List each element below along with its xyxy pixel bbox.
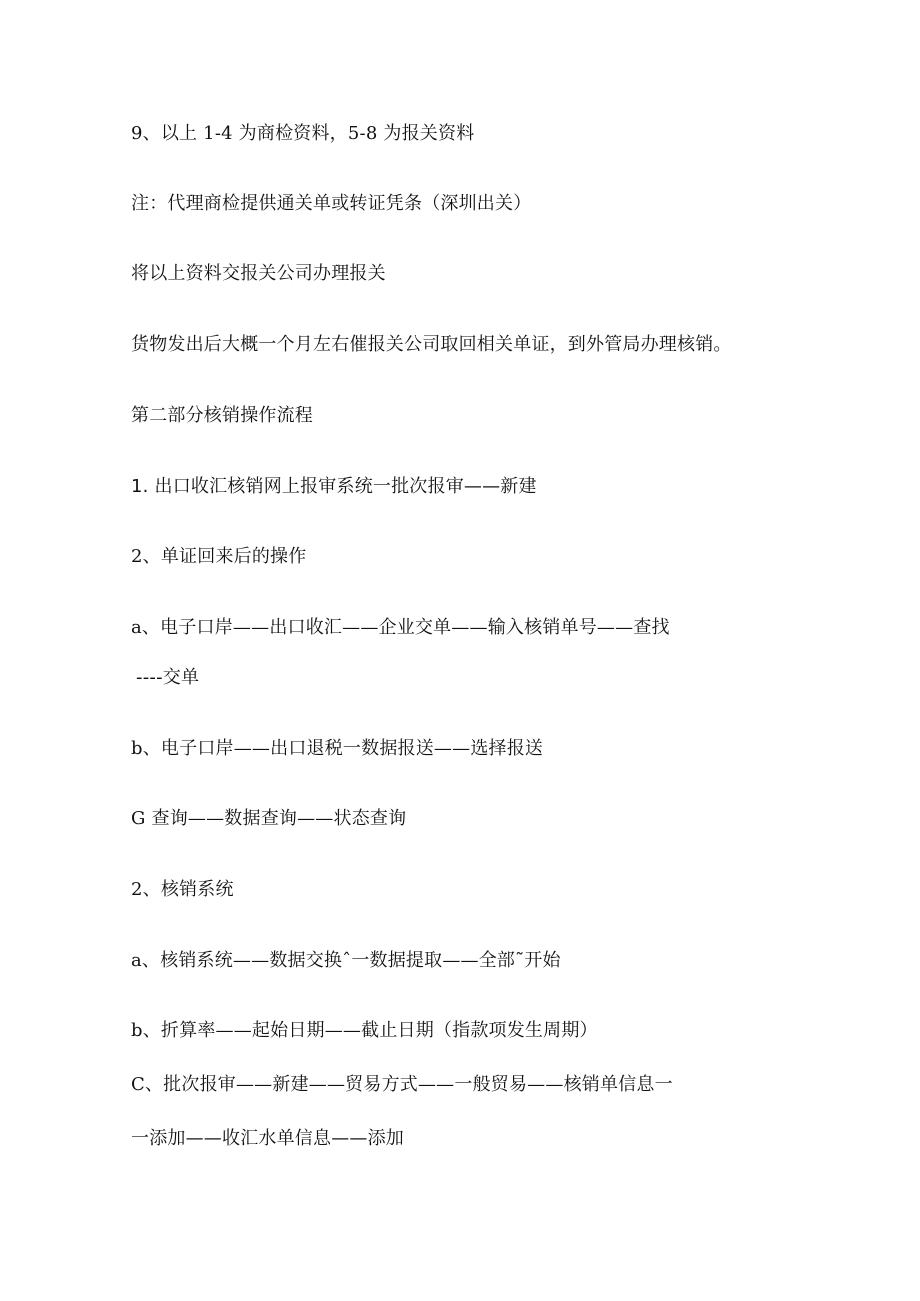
section-heading: 第二部分核销操作流程 (131, 405, 313, 426)
text-line: 1. 出口收汇核销网上报审系统一批次报审——新建 (131, 476, 537, 497)
text-line: 注：代理商检提供通关单或转证凭条（深圳出关） (131, 193, 532, 214)
text-line: 2、核销系统 (131, 879, 234, 900)
text-line: 将以上资料交报关公司办理报关 (131, 263, 386, 284)
text-line: 2、单证回来后的操作 (131, 546, 307, 567)
text-line: C、批次报审——新建——贸易方式——一般贸易——核销单信息一 (131, 1074, 673, 1095)
text-line: G 查询——数据查询——状态查询 (131, 808, 407, 829)
text-line: 一添加——收汇水单信息——添加 (131, 1128, 404, 1149)
text-line: a、电子口岸——出口收汇——企业交单——输入核销单号——查找 (131, 617, 670, 638)
text-line: 货物发出后大概一个月左右催报关公司取回相关单证，到外管局办理核销。 (131, 334, 732, 355)
text-line: b、折算率——起始日期——截止日期（指款项发生周期） (131, 1020, 598, 1041)
text-line: a、核销系统——数据交换ˆ一数据提取——全部˜开始 (131, 950, 561, 971)
text-line: 9、以上 1-4 为商检资料，5-8 为报关资料 (131, 123, 475, 144)
text-line: b、电子口岸——出口退税一数据报送——选择报送 (131, 738, 544, 759)
text-line: ----交单 (136, 667, 200, 688)
